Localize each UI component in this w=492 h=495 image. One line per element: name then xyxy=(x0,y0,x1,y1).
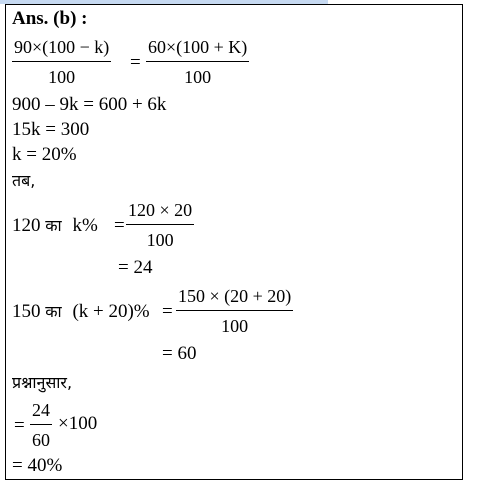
calc2-fraction xyxy=(176,285,293,337)
step-1: 900 – 9k = 600 + 6k xyxy=(12,94,167,115)
calc1-number: 120 xyxy=(12,215,41,236)
calc2-result: = 60 xyxy=(162,343,197,364)
calc1-label xyxy=(12,215,98,237)
fraction-bar xyxy=(12,61,111,62)
calc2-denominator: 100 xyxy=(221,316,249,336)
calc1-result: = 24 xyxy=(118,257,153,278)
answer-label: Ans. (b) : xyxy=(12,8,88,29)
final-fraction xyxy=(30,399,52,451)
final-equals: = xyxy=(14,415,25,436)
calc2-number: 150 xyxy=(12,301,41,322)
calc1-ka: का xyxy=(45,216,62,235)
calc2-equals: = xyxy=(162,301,173,322)
fraction-bar xyxy=(126,224,194,225)
tab-label: तब, xyxy=(12,171,36,190)
eq1-left-numerator: 90×(100 − k) xyxy=(14,37,110,57)
eq1-right-denominator: 100 xyxy=(184,67,212,87)
calc1-denominator: 100 xyxy=(146,230,174,250)
calc2-ka: का xyxy=(45,302,62,321)
final-denominator: 60 xyxy=(32,430,50,450)
calc2-label xyxy=(12,301,150,323)
eq1-left-fraction xyxy=(12,36,111,88)
calc1-numerator: 120 × 20 xyxy=(128,200,193,220)
eq1-equals: = xyxy=(130,52,141,73)
calc2-numerator: 150 × (20 + 20) xyxy=(178,286,292,306)
final-numerator: 24 xyxy=(32,400,50,420)
calc1-fraction xyxy=(126,199,194,251)
fraction-bar xyxy=(146,61,249,62)
calc2-variable: (k + 20)% xyxy=(72,301,150,322)
final-times: ×100 xyxy=(58,413,98,434)
prashnanusar-label: प्रश्नानुसार, xyxy=(12,373,73,392)
step-3: k = 20% xyxy=(12,144,77,165)
fraction-bar xyxy=(30,424,52,425)
eq1-right-numerator: 60×(100 + K) xyxy=(148,37,248,57)
calc1-variable: k% xyxy=(72,215,98,236)
step-2: 15k = 300 xyxy=(12,119,90,140)
eq1-left-denominator: 100 xyxy=(48,67,76,87)
calc1-equals: = xyxy=(114,215,125,236)
final-result: = 40% xyxy=(12,455,63,476)
eq1-right-fraction xyxy=(146,36,249,88)
fraction-bar xyxy=(176,310,293,311)
